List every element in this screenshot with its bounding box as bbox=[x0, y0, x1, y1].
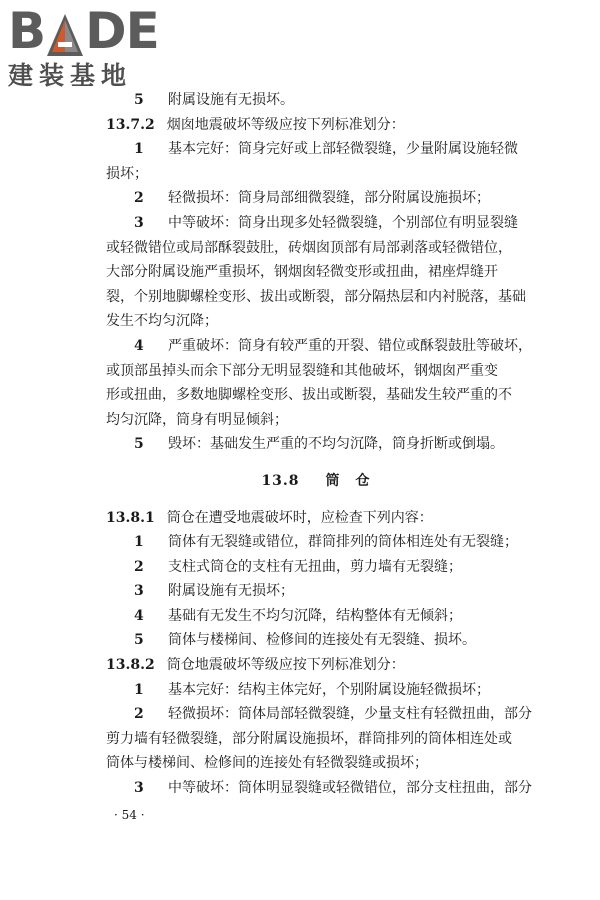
line-text: 大部分附属设施严重损坏，钢烟囱轻微变形或扭曲，裙座焊缝开 bbox=[106, 264, 498, 281]
line-text: 损坏； bbox=[106, 165, 148, 182]
list-item bbox=[106, 88, 526, 113]
brand-logo bbox=[8, 4, 178, 100]
item-number: 5 bbox=[134, 92, 144, 108]
text-line bbox=[106, 309, 526, 334]
logo-triangle-mark bbox=[46, 12, 84, 58]
text-line bbox=[106, 236, 526, 261]
list-item bbox=[106, 702, 532, 727]
clause-line bbox=[106, 653, 526, 678]
list-item bbox=[106, 334, 532, 359]
logo-letter-b: B bbox=[8, 2, 46, 60]
line-text: 均匀沉降，筒身有明显倾斜； bbox=[106, 411, 288, 428]
line-text: 筒体有无裂缝或错位，群筒排列的筒体相连处有无裂缝； bbox=[168, 534, 518, 551]
list-item bbox=[106, 211, 526, 236]
text-line bbox=[106, 162, 526, 187]
section-title bbox=[106, 469, 526, 494]
text-line bbox=[106, 359, 526, 384]
line-text: 附属设施有无损坏。 bbox=[168, 92, 294, 108]
list-item bbox=[106, 137, 526, 162]
line-text: 基础有无发生不均匀沉降，结构整体有无倾斜； bbox=[168, 607, 462, 624]
item-number: 5 bbox=[134, 436, 144, 453]
item-number: 1 bbox=[134, 534, 144, 551]
item-number: 2 bbox=[134, 706, 144, 723]
logo-brand-text bbox=[8, 4, 178, 58]
list-item bbox=[106, 186, 526, 211]
item-number: 3 bbox=[134, 583, 144, 600]
line-text: 发生不均匀沉降； bbox=[106, 313, 218, 330]
item-number: 2 bbox=[134, 558, 144, 575]
line-text: 剪力墙有轻微裂缝，部分附属设施损坏，群筒排列的筒体相连处或 bbox=[106, 730, 512, 747]
line-text: 轻微损坏：筒体局部轻微裂缝，少量支柱有轻微扭曲，部分 bbox=[168, 706, 532, 723]
list-item bbox=[106, 604, 526, 629]
section-number: 13.8 bbox=[261, 472, 300, 489]
line-text: 中等破坏：筒体明显裂缝或轻微错位，部分支柱扭曲，部分 bbox=[168, 780, 532, 797]
list-item bbox=[106, 555, 526, 580]
line-text: 形或扭曲，多数地脚螺栓变形、拔出或断裂，基础发生较严重的不 bbox=[106, 387, 512, 404]
list-item bbox=[106, 432, 526, 457]
line-text: 附属设施有无损坏； bbox=[168, 583, 294, 600]
line-text: 裂，个别地脚螺栓变形、拔出或断裂，部分隔热层和内衬脱落，基础 bbox=[106, 288, 526, 305]
line-text: 筒体与楼梯间、检修间的连接处有无裂缝、损坏。 bbox=[168, 632, 476, 649]
line-text: 支柱式筒仓的支柱有无扭曲，剪力墙有无裂缝； bbox=[168, 558, 462, 575]
item-number: 3 bbox=[134, 780, 144, 797]
text-line bbox=[106, 727, 526, 752]
item-number: 1 bbox=[134, 141, 144, 158]
line-text: 筒仓在遭受地震破坏时，应检查下列内容： bbox=[166, 509, 433, 526]
item-number: 2 bbox=[134, 190, 144, 207]
logo-letters-de: DE bbox=[85, 2, 159, 60]
item-number: 5 bbox=[134, 632, 144, 649]
page-number: · 54 · bbox=[114, 807, 145, 822]
line-text: 基本完好：筒身完好或上部轻微裂缝，少量附属设施轻微 bbox=[168, 141, 518, 158]
text-line bbox=[106, 260, 526, 285]
line-text: 严重破坏：筒身有较严重的开裂、错位或酥裂鼓肚等破坏， bbox=[168, 337, 532, 354]
line-text: 毁坏：基础发生严重的不均匀沉降，筒身折断或倒塌。 bbox=[168, 436, 504, 453]
list-item bbox=[106, 579, 526, 604]
clause-number: 13.8.2 bbox=[106, 657, 155, 674]
list-item bbox=[106, 530, 526, 555]
text-line bbox=[106, 408, 526, 433]
section-name: 筒 仓 bbox=[325, 472, 371, 489]
line-text: 轻微损坏：筒身局部细微裂缝，部分附属设施损坏； bbox=[168, 190, 490, 207]
clause-number: 13.7.2 bbox=[106, 116, 155, 133]
text-line bbox=[106, 751, 526, 776]
document-body bbox=[106, 88, 532, 825]
item-number: 4 bbox=[134, 337, 144, 354]
line-text: 中等破坏：筒身出现多处轻微裂缝，个别部位有明显裂缝 bbox=[168, 214, 518, 231]
clause-line bbox=[106, 506, 526, 531]
text-line bbox=[106, 285, 526, 310]
line-text: 筒体与楼梯间、检修间的连接处有轻微裂缝或损坏； bbox=[106, 755, 428, 772]
line-text: 或顶部虽掉头而余下部分无明显裂缝和其他破坏，钢烟囱严重变 bbox=[106, 362, 498, 379]
item-number: 4 bbox=[134, 607, 144, 624]
item-number: 3 bbox=[134, 214, 144, 231]
list-item bbox=[106, 678, 526, 703]
clause-line bbox=[106, 113, 526, 138]
logo-subtitle: 建装基地 bbox=[8, 61, 133, 90]
item-number: 1 bbox=[134, 681, 144, 698]
list-item bbox=[106, 776, 532, 801]
clause-number: 13.8.1 bbox=[106, 509, 155, 526]
text-line bbox=[106, 383, 526, 408]
line-text: 筒仓地震破坏等级应按下列标准划分： bbox=[166, 657, 405, 674]
line-text: 烟囱地震破坏等级应按下列标准划分： bbox=[166, 116, 405, 133]
line-text: 基本完好：结构主体完好，个别附属设施轻微损坏； bbox=[168, 681, 490, 698]
line-text: 或轻微错位或局部酥裂鼓肚，砖烟囱顶部有局部剥落或轻微错位， bbox=[106, 239, 512, 256]
list-item bbox=[106, 628, 526, 653]
